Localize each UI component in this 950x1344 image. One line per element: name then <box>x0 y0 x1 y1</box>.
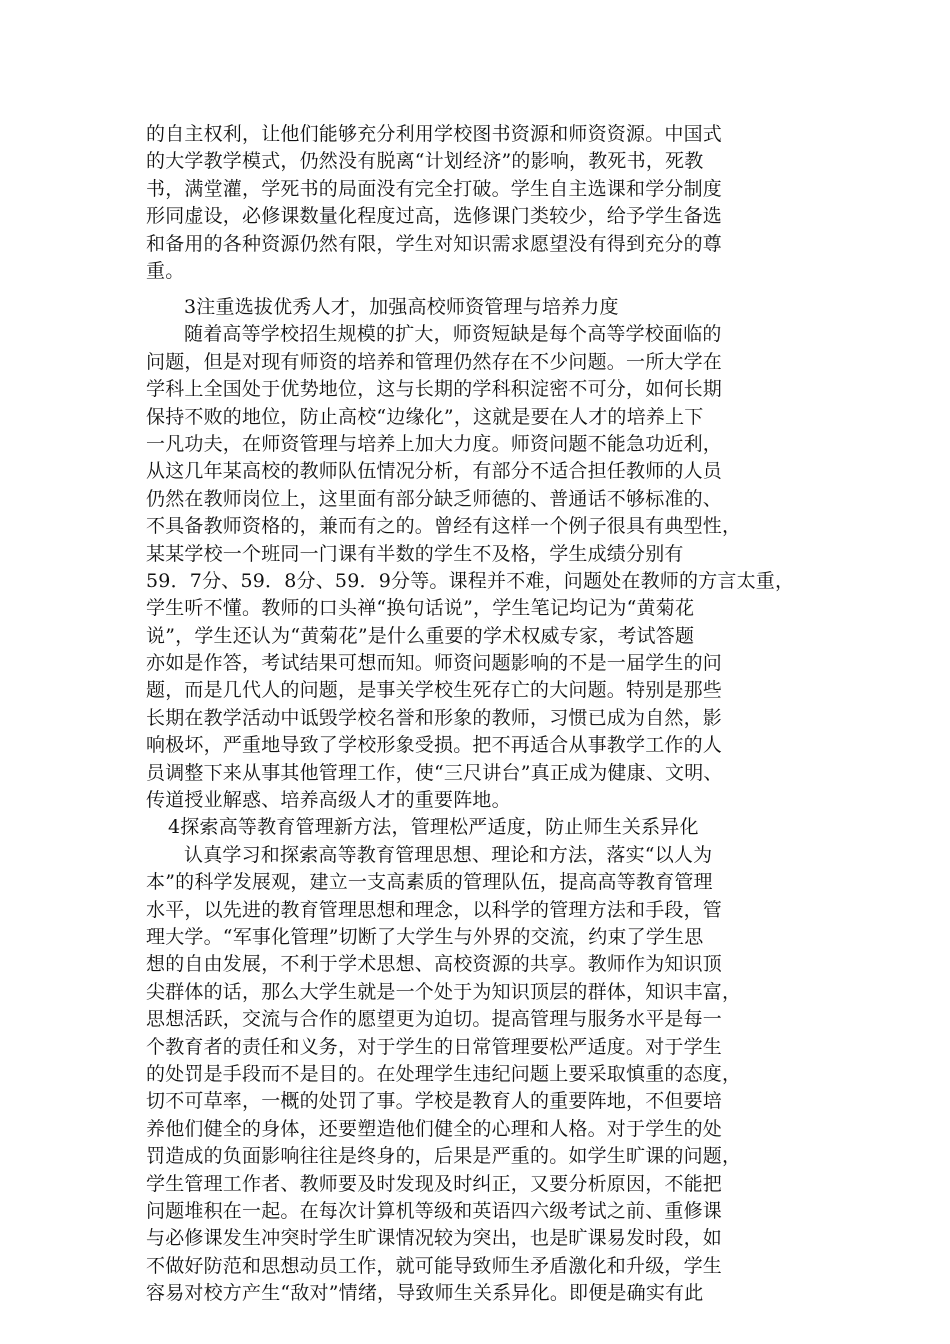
text-line: 问题，但是对现有师资的培养和管理仍然存在不少问题。一所大学在 <box>146 350 723 373</box>
text-line: 重。 <box>146 259 185 282</box>
text-line: 仍然在教师岗位上，这里面有部分缺乏师德的、普通话不够标准的、 <box>146 487 723 510</box>
text-line: 学生听不懂。教师的口头禅“换句话说”，学生笔记均记为“黄菊花 <box>146 597 695 620</box>
text-line: 59．7分、59．8分、59．9分等。课程并不难，问题处在教师的方言太重， <box>146 569 795 592</box>
text-line: 长期在教学活动中诋毁学校名誉和形象的教师，习惯已成为自然，影 <box>146 706 723 729</box>
text-line: 员调整下来从事其他管理工作，使“三尺讲台”真正成为健康、文明、 <box>146 761 723 784</box>
paragraph-intro <box>146 121 806 285</box>
text-line: 和备用的各种资源仍然有限，学生对知识需求愿望没有得到充分的尊 <box>146 232 723 255</box>
body-sections <box>146 294 806 1307</box>
text-line: 切不可草率，一概的处罚了事。学校是教育人的重要阵地，不但要培 <box>146 1090 723 1113</box>
section-3-heading: 3注重选拔优秀人才，加强高校师资管理与培养力度 <box>184 296 619 318</box>
text-line: 的大学教学模式，仍然没有脱离“计划经济”的影响，教死书，死教 <box>146 150 704 173</box>
text-line: 学科上全国处于优势地位，这与长期的学科积淀密不可分，如何长期 <box>146 378 723 401</box>
text-line: 随着高等学校招生规模的扩大，师资短缺是每个高等学校面临的 <box>184 323 722 346</box>
section-4-heading: 4探索高等教育管理新方法，管理松严适度，防止师生关系异化 <box>168 816 699 839</box>
text-line: 养他们健全的身体，还要塑造他们健全的心理和人格。对于学生的处 <box>146 1117 723 1140</box>
text-line: 学生管理工作者、教师要及时发现及时纠正，又要分析原因，不能把 <box>146 1172 723 1195</box>
text-line: 不具备教师资格的，兼而有之的。曾经有这样一个例子很具有典型性， <box>146 515 742 538</box>
text-line: 水平，以先进的教育管理思想和理念，以科学的管理方法和手段，管 <box>146 898 723 921</box>
text-line: 个教育者的责任和义务，对于学生的日常管理要松严适度。对于学生 <box>146 1035 723 1058</box>
text-line: 形同虚设，必修课数量化程度过高，选修课门类较少，给予学生备选 <box>146 205 723 228</box>
text-line: 不做好防范和思想动员工作，就可能导致师生矛盾激化和升级，学生 <box>146 1254 723 1277</box>
text-line: 响极坏，严重地导致了学校形象受损。把不再适合从事教学工作的人 <box>146 734 723 757</box>
text-line: 想的自由发展，不利于学术思想、高校资源的共享。教师作为知识顶 <box>146 953 723 976</box>
text-line: 传道授业解惑、培养高级人才的重要阵地。 <box>146 789 511 812</box>
text-line: 保持不败的地位，防止高校“边缘化”，这就是要在人才的培养上下 <box>146 405 704 428</box>
text-line: 容易对校方产生“敌对”情绪，导致师生关系异化。即便是确实有此 <box>146 1282 704 1305</box>
text-line: 书，满堂灌，学死书的局面没有完全打破。学生自主选课和学分制度 <box>146 177 723 200</box>
text-line: 说”，学生还认为“黄菊花”是什么重要的学术权威专家，考试答题 <box>146 624 695 647</box>
text-line: 认真学习和探索高等教育管理思想、理论和方法，落实“以人为 <box>184 843 713 866</box>
text-line: 理大学。“军事化管理”切断了大学生与外界的交流，约束了学生思 <box>146 925 704 948</box>
text-line: 亦如是作答，考试结果可想而知。师资问题影响的不是一届学生的问 <box>146 652 723 675</box>
text-line: 一凡功夫，在师资管理与培养上加大力度。师资问题不能急功近利， <box>146 432 723 455</box>
text-line: 从这几年某高校的教师队伍情况分析，有部分不适合担任教师的人员 <box>146 460 723 483</box>
text-line: 罚造成的负面影响往往是终身的，后果是严重的。如学生旷课的问题， <box>146 1145 742 1168</box>
text-line: 与必修课发生冲突时学生旷课情况较为突出，也是旷课易发时段，如 <box>146 1227 723 1250</box>
text-line: 的处罚是手段而不是目的。在处理学生违纪问题上要采取慎重的态度， <box>146 1062 742 1085</box>
text-line: 的自主权利，让他们能够充分利用学校图书资源和师资资源。中国式 <box>146 123 723 145</box>
text-line: 尖群体的话，那么大学生就是一个处于为知识顶层的群体，知识丰富， <box>146 980 742 1003</box>
text-line: 本”的科学发展观，建立一支高素质的管理队伍，提高高等教育管理 <box>146 871 713 894</box>
text-line: 题，而是几代人的问题，是事关学校生死存亡的大问题。特别是那些 <box>146 679 723 702</box>
text-line: 问题堆积在一起。在每次计算机等级和英语四六级考试之前、重修课 <box>146 1199 723 1222</box>
text-line: 思想活跃，交流与合作的愿望更为迫切。提高管理与服务水平是每一 <box>146 1008 723 1031</box>
text-line: 某某学校一个班同一门课有半数的学生不及格，学生成绩分别有 <box>146 542 684 565</box>
